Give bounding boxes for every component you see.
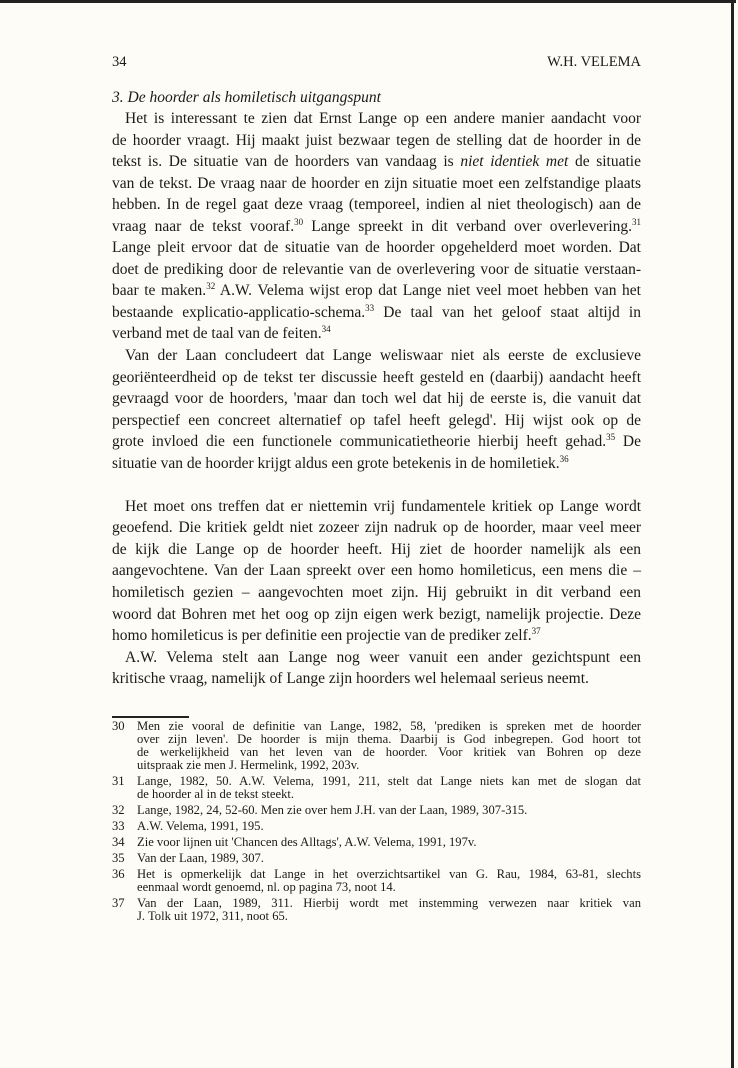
running-title: W.H. VELEMA	[547, 54, 641, 70]
footnote	[112, 897, 641, 923]
footnote	[112, 775, 641, 801]
text-line	[112, 582, 641, 604]
text-segment: bestaande explicatio-applicatio-schema.	[112, 303, 366, 321]
footnote-number: 36	[112, 867, 125, 881]
text-line	[112, 323, 641, 345]
text-segment: de situatie	[568, 153, 641, 171]
footnote	[112, 720, 641, 772]
text-line	[112, 259, 641, 281]
footnote-line: Van der Laan, 1989, 311. Hierbij wordt met instemming verwezen naar kritiek van	[137, 896, 641, 910]
footnote-line: Het is opmerkelijk dat Lange in het overzichtsartikel van G. Rau, 1984, 63-81, slechts	[137, 867, 641, 881]
footnote-text	[137, 836, 641, 849]
text-line	[112, 410, 641, 432]
footnote-line: A.W. Velema, 1991, 195.	[137, 819, 264, 833]
text-line	[112, 151, 641, 173]
paragraph	[112, 496, 641, 647]
text-line	[112, 280, 641, 302]
text-segment: hebben. In de regel gaat deze vraag (temporeel, indien al niet theologisch) aan de	[112, 196, 641, 214]
footnote-line: J. Tolk uit 1972, 311, noot 65.	[137, 909, 288, 923]
footnote-number: 32	[112, 803, 125, 817]
text-segment: vraag naar de tekst vooraf.	[112, 217, 295, 235]
text-line	[112, 367, 641, 389]
scan-edge-top	[0, 0, 736, 3]
text-segment: geoefend. Die kritiek geldt niet zozeer zijn nadruk op de hoorder, maar veel meer	[112, 519, 641, 537]
text-segment: georiënteerdheid op de tekst ter discussie heeft gesteld en (daarbij) aandacht heeft	[112, 368, 641, 386]
text-line	[112, 560, 641, 582]
footnote-ref: 35	[606, 432, 616, 443]
text-line	[112, 625, 641, 647]
text-line	[112, 517, 641, 539]
footnote-line: de hoorder al in de tekst steekt.	[137, 787, 295, 801]
footnote-line: over zijn leven'. De hoorder is mijn thema. Daarbij is God inbegrepen. God hoort tot	[137, 732, 641, 746]
text-segment: De	[615, 433, 641, 451]
footnote-line: Zie voor lijnen uit 'Chancen des Alltags', A.W. Velema, 1991, 197v.	[137, 835, 477, 849]
footnote-ref: 31	[632, 216, 641, 227]
footnote-number: 34	[112, 835, 125, 849]
paragraph	[112, 345, 641, 474]
footnote-number: 31	[112, 774, 125, 788]
text-segment: van de tekst. De vraag naar de hoorder en zijn situatie moet een zelfstandige plaats	[112, 174, 641, 192]
text-segment: de hoorder vraagt. Hij maakt juist bezwaar tegen de stelling dat de hoorder in de	[112, 131, 641, 149]
text-segment: gevraagd voor de hoorders, 'maar dan toch wel dat hij de eerste is, die vanuit dat	[112, 390, 641, 408]
footnote-text	[137, 868, 641, 894]
footnote-text	[137, 804, 641, 817]
text-segment: Het moet ons treffen dat er niettemin vrij fundamentele kritiek op Lange wordt	[125, 497, 641, 515]
footnote	[112, 820, 641, 833]
page-number: 34	[112, 54, 127, 70]
footnote-number: 35	[112, 851, 125, 865]
text-line	[112, 539, 641, 561]
footnote-ref: 34	[321, 324, 331, 335]
text-segment: grote invloed die een functionele communicatietheorie hierbij heeft gehad.	[112, 433, 607, 451]
footnote-line: uitspraak zie men J. Hermelink, 1992, 203v.	[137, 758, 360, 772]
text-segment: Van der Laan concludeert dat Lange weliswaar niet als eerste de exclusieve	[125, 347, 641, 365]
paragraph	[112, 108, 641, 345]
footnote-ref: 33	[365, 302, 375, 313]
text-segment: A.W. Velema stelt aan Lange nog weer vanuit een ander gezichtspunt een	[125, 648, 641, 666]
footnote-number: 33	[112, 819, 125, 833]
text-segment: situatie van de hoorder krijgt aldus een grote betekenis in de homiletiek.	[112, 454, 560, 472]
text-line	[112, 453, 641, 475]
text-segment: tekst is. De situatie van de hoorders van vandaag is	[112, 153, 461, 171]
footnote-line: Van der Laan, 1989, 307.	[137, 851, 264, 865]
footnote-ref: 30	[294, 216, 304, 227]
text-segment: A.W. Velema wijst erop dat Lange niet veel moet hebben van het	[215, 282, 641, 300]
text-line	[112, 388, 641, 410]
text-segment: woord dat Bohren met het oog op zijn eigen werk bezigt, namelijk projectie. Deze	[112, 605, 641, 623]
footnote-line: Lange, 1982, 24, 52-60. Men zie over hem J.H. van der Laan, 1989, 307-315.	[137, 803, 528, 817]
text-segment: perspectief een concreet alternatief op tafel heeft gelegd'. Hij wijst ook op de	[112, 411, 641, 429]
footnote-ref: 36	[559, 453, 569, 464]
text-line	[112, 130, 641, 152]
running-header	[112, 54, 641, 71]
footnote-number: 37	[112, 896, 125, 910]
text-line	[112, 647, 641, 669]
footnote-line: Men zie vooral de definitie van Lange, 1982, 58, 'prediken is spreken met de hoorder	[137, 719, 641, 733]
text-segment: niet identiek met	[460, 153, 569, 171]
text-segment: kritische vraag, namelijk of Lange zijn hoorders wel helemaal serieus neemt.	[112, 670, 589, 688]
footnote	[112, 804, 641, 817]
footnote-line: Lange, 1982, 50. A.W. Velema, 1991, 211, stelt dat Lange niets kan met de slogan dat	[137, 774, 641, 788]
footnotes	[112, 720, 641, 926]
footnote	[112, 836, 641, 849]
text-line	[112, 108, 641, 130]
footnote	[112, 852, 641, 865]
text-line	[112, 604, 641, 626]
text-segment: de kijk die Lange op de hoorder heeft. Hij ziet de hoorder namelijk als een	[112, 540, 641, 558]
footnote-text	[137, 852, 641, 865]
footnote-text	[137, 897, 641, 923]
text-line	[112, 496, 641, 518]
paragraph-gap	[112, 474, 641, 496]
footnote-text	[137, 820, 641, 833]
text-line	[112, 194, 641, 216]
footnote-line: eenmaal wordt genoemd, nl. op pagina 73, noot 14.	[137, 880, 396, 894]
text-segment: baar te maken.	[112, 282, 207, 300]
text-line	[112, 302, 641, 324]
text-line	[112, 216, 641, 238]
text-segment: De taal van het geloof staat altijd in	[374, 303, 641, 321]
footnote-separator	[112, 716, 189, 718]
text-segment: homiletisch gezien – aangevochten moet zijn. Hij gebruikt in dit verband een	[112, 583, 641, 601]
text-segment: Lange pleit ervoor dat de situatie van de hoorder opgehelderd moet worden. Dat	[112, 239, 641, 257]
footnote-text	[137, 720, 641, 772]
text-line	[112, 431, 641, 453]
footnote-ref: 37	[531, 626, 541, 637]
footnote-line: de werkelijkheid van het leven van de hoorder. Voor kritiek van Bohren op deze	[137, 745, 641, 759]
text-segment: verband met de taal van de feiten.	[112, 325, 322, 343]
footnote-number: 30	[112, 719, 125, 733]
text-segment: aangevochtene. Van der Laan spreekt over een homo homileticus, een mens die –	[112, 562, 641, 580]
footnote-text	[137, 775, 641, 801]
text-line	[112, 173, 641, 195]
paragraph	[112, 647, 641, 690]
text-line	[112, 237, 641, 259]
text-segment: Het is interessant te zien dat Ernst Lange op een andere manier aandacht voor	[125, 110, 641, 127]
text-line	[112, 668, 641, 690]
text-segment: homo homileticus is per definitie een projectie van de prediker zelf.	[112, 627, 532, 645]
footnote	[112, 868, 641, 894]
body-text	[112, 108, 641, 690]
text-segment: doet de prediking door de relevantie van de overlevering voor de situatie verstaan-	[112, 260, 641, 278]
footnote-ref: 32	[206, 281, 216, 292]
scan-edge-right	[731, 0, 734, 1068]
text-segment: Lange spreekt in dit verband over overlevering.	[303, 217, 632, 235]
section-heading: 3. De hoorder als homiletisch uitgangspunt	[112, 89, 381, 106]
text-line	[112, 345, 641, 367]
